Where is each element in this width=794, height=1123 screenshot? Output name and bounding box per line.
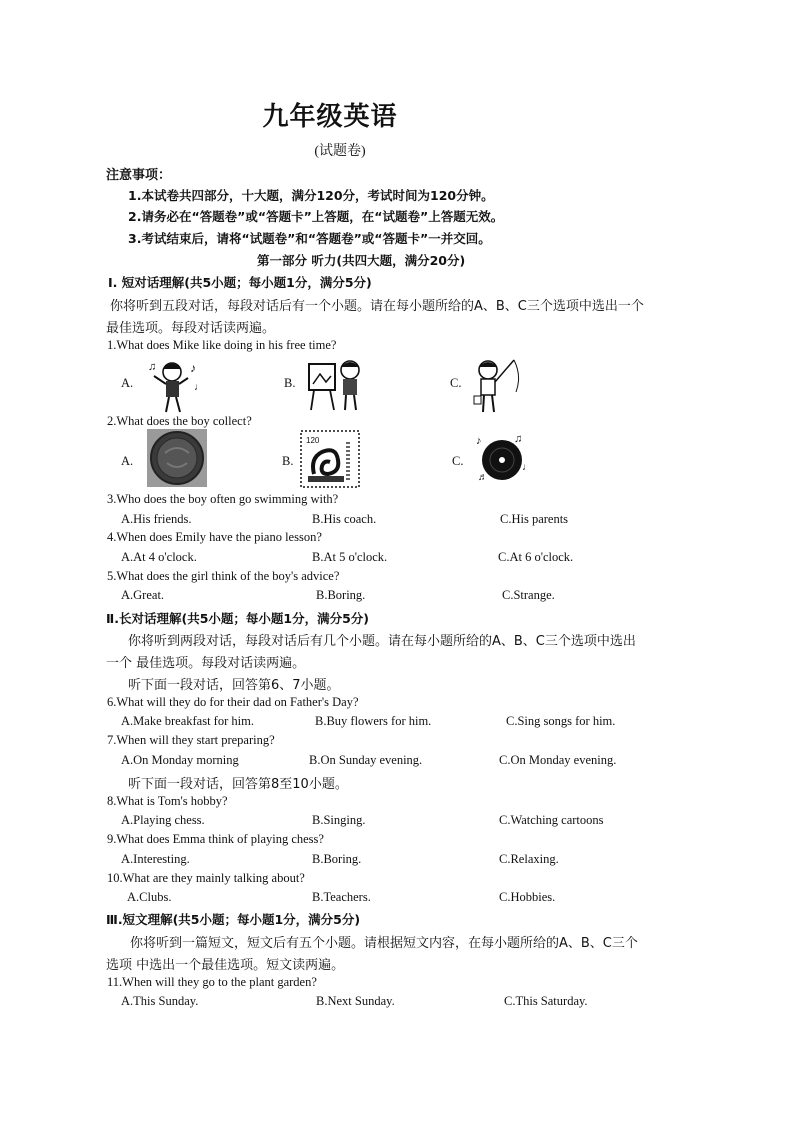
section-heading: Ⅲ.短文理解(共5小题；每小题1分，满分5分) [106, 912, 361, 927]
option-a: A.His friends. [121, 512, 192, 526]
dialog-note: 听下面一段对话，回答第6、7小题。 [128, 678, 340, 693]
option-a: A.Interesting. [121, 852, 190, 866]
svg-text:♪: ♪ [190, 361, 196, 375]
option-a: A.Playing chess. [121, 813, 205, 827]
question-text: 9.What does Emma think of playing chess? [107, 832, 324, 846]
option-label: B. [282, 454, 294, 468]
boy-painting-image [306, 356, 366, 414]
question-text: 3.Who does the boy often go swimming with? [107, 492, 339, 506]
coin-image [147, 429, 207, 487]
option-a: A.At 4 o'clock. [121, 550, 197, 564]
svg-text:♬: ♬ [478, 472, 488, 483]
boy-fishing-image [470, 356, 524, 416]
instruction-text: 选项 中选出一个最佳选项。短文读两遍。 [106, 958, 345, 973]
option-b: B.Next Sunday. [316, 994, 395, 1008]
option-a: A.Make breakfast for him. [121, 714, 254, 728]
instruction-text: 你将听到一篇短文，短文后有五个小题。请根据短文内容，在每小题所给的A、B、C三个 [130, 936, 638, 951]
option-c: C.Strange. [502, 588, 555, 602]
option-a: A.On Monday morning [121, 753, 239, 767]
page-subtitle: (试题卷) [314, 144, 366, 159]
question-text: 5.What does the girl think of the boy's advice? [107, 569, 340, 583]
option-c: C.Watching cartoons [499, 813, 604, 827]
instruction-text: 你将听到两段对话，每段对话后有几个小题。请在每小题所给的A、B、C三个选项中选出 [128, 634, 636, 649]
option-b: B.On Sunday evening. [309, 753, 423, 767]
svg-text:♪: ♪ [476, 435, 482, 447]
boy-singing-image [142, 356, 206, 418]
question-text: 1.What does Mike like doing in his free time? [107, 338, 337, 352]
option-b: B.His coach. [312, 512, 377, 526]
stamp-value: 120 [306, 436, 320, 445]
question-text: 8.What is Tom's hobby? [107, 794, 228, 808]
option-label: A. [121, 376, 134, 390]
stamp-image [300, 430, 360, 488]
option-c: C.On Monday evening. [499, 753, 617, 767]
question-text: 4.When does Emily have the piano lesson? [107, 530, 322, 544]
option-label: A. [121, 454, 134, 468]
svg-text:♫: ♫ [148, 361, 157, 373]
question-text: 2.What does the boy collect? [107, 414, 252, 428]
option-a: A.Clubs. [127, 890, 172, 904]
option-a: A.Great. [121, 588, 165, 602]
option-c: C.Relaxing. [499, 852, 559, 866]
option-c: C.Hobbies. [499, 890, 556, 904]
option-c: C.His parents [500, 512, 569, 526]
option-c: C.This Saturday. [504, 994, 588, 1008]
option-b: B.At 5 o'clock. [312, 550, 388, 564]
option-b: B.Boring. [316, 588, 366, 602]
option-b: B.Teachers. [312, 890, 371, 904]
instruction-text: 你将听到五段对话，每段对话后有一个小题。请在每小题所给的A、B、C三个选项中选出一个 [110, 299, 644, 314]
section-heading: I. 短对话理解(共5小题；每小题1分，满分5分) [108, 275, 372, 290]
notice-heading: 注意事项： [106, 168, 172, 183]
notice-item: 2.请务必在“答题卷”或“答题卡”上答题，在“试题卷”上答题无效。 [128, 209, 504, 224]
music-record-image [472, 430, 534, 488]
page-title: 九年级英语 [262, 102, 398, 132]
question-text: 11.When will they go to the plant garden? [107, 975, 317, 989]
question-text: 7.When will they start preparing? [107, 733, 275, 747]
svg-text:♩: ♩ [522, 462, 532, 473]
instruction-text: 最佳选项。每段对话读两遍。 [106, 321, 276, 336]
question-text: 6.What will they do for their dad on Father's Day? [107, 695, 359, 709]
part-heading: 第一部分 听力(共四大题，满分20分) [257, 253, 466, 268]
question-text: 10.What are they mainly talking about? [107, 871, 305, 885]
option-c: C.Sing songs for him. [506, 714, 616, 728]
option-label: C. [452, 454, 464, 468]
section-heading: Ⅱ.长对话理解(共5小题；每小题1分，满分5分) [106, 611, 370, 626]
notice-item: 1.本试卷共四部分，十大题，满分120分，考试时间为120分钟。 [128, 188, 494, 203]
dialog-note: 听下面一段对话，回答第8至10小题。 [128, 777, 348, 792]
option-label: C. [450, 376, 462, 390]
svg-text:♫: ♫ [514, 433, 523, 445]
option-b: B.Boring. [312, 852, 362, 866]
option-b: B.Singing. [312, 813, 366, 827]
option-b: B.Buy flowers for him. [315, 714, 432, 728]
notice-item: 3.考试结束后，请将“试题卷”和“答题卷”或“答题卡”一并交回。 [128, 231, 491, 246]
option-a: A.This Sunday. [121, 994, 199, 1008]
option-label: B. [284, 376, 296, 390]
instruction-text: 一个 最佳选项。每段对话读两遍。 [106, 656, 306, 671]
svg-text:♩: ♩ [194, 382, 204, 393]
option-c: C.At 6 o'clock. [498, 550, 574, 564]
